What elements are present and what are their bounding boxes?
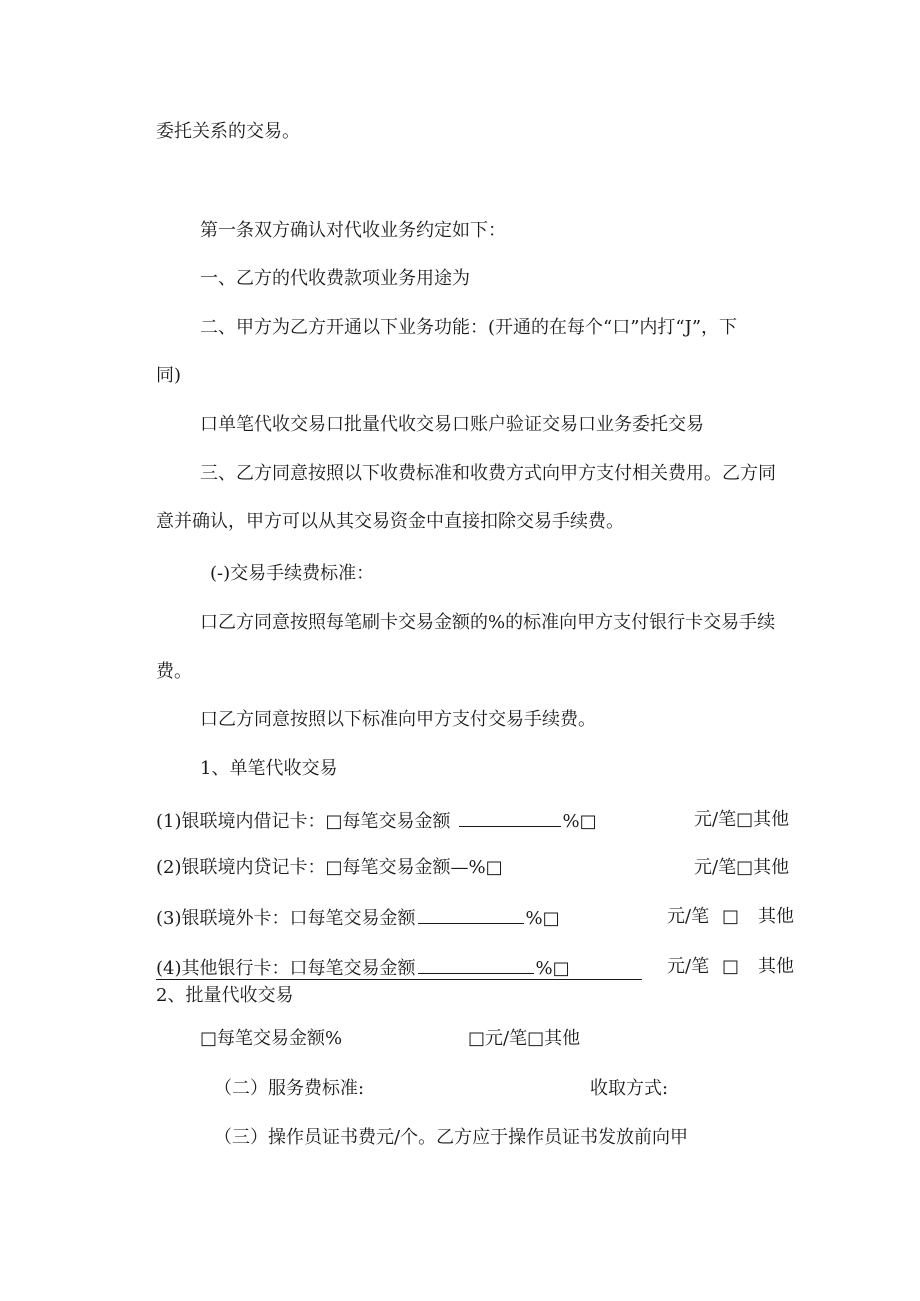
fee-row-foreign-card-unit: 元/笔 xyxy=(667,906,710,927)
fee-row-label: (1)银联境内借记卡：□每笔交易金额 xyxy=(156,811,451,832)
fee-row-label: (4)其他银行卡：口每笔交易金额 xyxy=(156,958,416,979)
option-1-line-1: 口乙方同意按照每笔刷卡交易金额的%的标准向甲方支付银行卡交易手续 xyxy=(200,612,776,633)
blank-line xyxy=(418,905,524,924)
fee-row-foreign-card-other: 其他 xyxy=(758,906,794,927)
batch-collection-heading: 2、批量代收交易 xyxy=(156,985,294,1006)
batch-fee-right: □元/笔□其他 xyxy=(468,1028,581,1049)
fee-row-credit-card: (2)银联境内贷记卡：□每笔交易金额—%□ xyxy=(156,857,503,878)
percent-box: %□ xyxy=(525,908,560,929)
certificate-fee-clause: （三）操作员证书费元/个。乙方应于操作员证书发放前向甲 xyxy=(214,1127,689,1148)
fee-row-debit-card xyxy=(156,808,597,834)
clause-3-line-2: 意并确认，甲方可以从其交易资金中直接扣除交易手续费。 xyxy=(156,511,624,532)
single-collection-heading: 1、单笔代收交易 xyxy=(200,758,338,779)
fee-row-label: (3)银联境外卡：口每笔交易金额 xyxy=(156,908,416,929)
function-checkboxes: 口单笔代收交易口批量代收交易口账户验证交易口业务委托交易 xyxy=(200,414,704,435)
paragraph-continuation: 委托关系的交易。 xyxy=(156,121,300,142)
fee-row-other-card-box: □ xyxy=(722,956,740,977)
clause-1: 一、乙方的代收费款项业务用途为 xyxy=(200,268,470,289)
clause-2-line-1: 二、甲方为乙方开通以下业务功能：(开通的在每个“口”内打“J”，下 xyxy=(200,317,738,338)
fee-row-foreign-card xyxy=(156,905,560,931)
fee-row-debit-card-right: 元/笔□其他 xyxy=(694,809,790,830)
fee-row-credit-card-right: 元/笔□其他 xyxy=(694,857,790,878)
percent-box: %□ xyxy=(562,811,597,832)
service-fee-heading: （二）服务费标准: xyxy=(214,1078,365,1099)
article-1-heading: 第一条双方确认对代收业务约定如下： xyxy=(200,220,506,241)
fee-row-other-card-unit: 元/笔 xyxy=(667,956,710,977)
table-bottom-rule xyxy=(156,979,642,980)
collection-method-label: 收取方式: xyxy=(590,1078,669,1099)
blank-line xyxy=(418,955,534,974)
blank-line xyxy=(459,808,561,827)
fee-row-other-card-other: 其他 xyxy=(758,956,794,977)
option-2: 口乙方同意按照以下标准向甲方支付交易手续费。 xyxy=(200,709,596,730)
option-1-line-2: 费。 xyxy=(156,661,192,682)
batch-fee-left: □每笔交易金额% xyxy=(200,1028,343,1049)
fee-row-foreign-card-box: □ xyxy=(722,906,740,927)
clause-2-line-2: 同) xyxy=(156,365,182,386)
fee-row-other-card xyxy=(156,955,570,981)
clause-3-line-1: 三、乙方同意按照以下收费标准和收费方式向甲方支付相关费用。乙方同 xyxy=(200,463,776,484)
fee-standard-heading: (-)交易手续费标准： xyxy=(210,563,375,584)
percent-box: %□ xyxy=(535,958,570,979)
